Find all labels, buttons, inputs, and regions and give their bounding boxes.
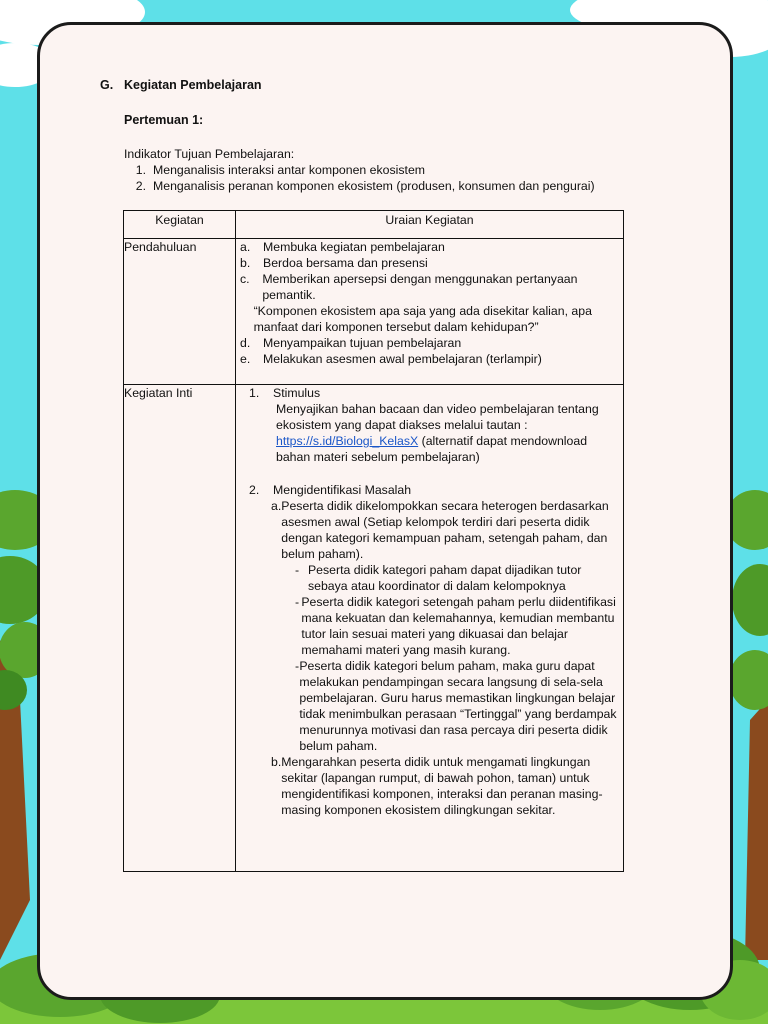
indicator-number: 1. — [135, 163, 146, 177]
stimulus-text — [276, 401, 623, 465]
step-stimulus — [249, 385, 623, 465]
step-number: 1. — [249, 386, 260, 400]
header-kegiatan: Kegiatan — [124, 211, 236, 239]
cell-kegiatan-inti-content — [236, 385, 624, 872]
dash-text: Peserta didik kategori belum paham, maka guru dapat melakukan pendampingan secara langsung di sela-sela pembelajaran. Guru harus memastikan lingkungan belajar tidak menimbulkan perasaan “Tertinggal” yang berdampak menurunnya motivasi dan rasa percaya diri peserta didik belum paham. — [299, 659, 617, 753]
list-item — [271, 498, 623, 562]
step-heading — [249, 385, 623, 401]
item-text: Peserta didik dikelompokkan secara heterogen berdasarkan asesmen awal (Setiap kelompok terdiri dari peserta didik dengan kategori kemampuan paham, setengah paham, dan belum paham). — [281, 499, 609, 561]
indicator-label: Indikator Tujuan Pembelajaran: — [124, 147, 295, 161]
cell-label-kegiatan-inti: Kegiatan Inti — [124, 385, 236, 872]
dash-marker: - — [295, 659, 300, 673]
cell-pendahuluan-content — [236, 239, 624, 385]
step-title: Mengidentifikasi Masalah — [273, 483, 412, 497]
activity-table — [123, 210, 624, 872]
list-item — [236, 239, 623, 255]
cell-label-pendahuluan: Pendahuluan — [124, 239, 236, 385]
item-marker — [236, 303, 254, 335]
dash-marker: - — [295, 595, 300, 609]
header-uraian: Uraian Kegiatan — [236, 211, 624, 239]
section-title: Kegiatan Pembelajaran — [124, 78, 262, 92]
list-item — [236, 335, 623, 351]
table-header-row — [124, 211, 624, 239]
section-letter: G. — [100, 78, 114, 92]
item-text: Memberikan apersepsi dengan menggunakan pertanyaan pemantik. — [262, 272, 578, 302]
item-marker: a. — [271, 499, 282, 513]
pendahuluan-list — [236, 239, 623, 367]
indicator-text: Menganalisis peranan komponen ekosistem (produsen, konsumen dan pengurai) — [153, 179, 595, 193]
table-row-kegiatan-inti — [124, 385, 624, 872]
stimulus-text-before: Menyajikan bahan bacaan dan video pembelajaran tentang ekosistem yang dapat diakses melalui tautan : — [276, 402, 599, 432]
indicator-number: 2. — [135, 179, 146, 193]
list-item — [236, 271, 623, 303]
item-marker: d. — [240, 336, 251, 350]
dash-text: Peserta didik kategori setengah paham perlu diidentifikasi mana kekuatan dan kelemahannya, kemudian membantu tutor lain sesuai materi yang dikuasai dan belajar memahami materi yang masih kurang. — [301, 595, 616, 657]
meeting-heading: Pertemuan 1: — [124, 113, 204, 127]
item-text: Berdoa bersama dan presensi — [263, 256, 428, 270]
item-text: Menyampaikan tujuan pembelajaran — [263, 336, 462, 350]
dash-list — [295, 562, 623, 754]
list-item — [236, 351, 623, 367]
indicator-item — [124, 178, 664, 194]
step-title: Stimulus — [273, 386, 321, 400]
dash-item — [295, 594, 623, 658]
dash-marker: - — [295, 563, 300, 577]
step-heading — [249, 482, 623, 498]
item-text: Membuka kegiatan pembelajaran — [263, 240, 445, 254]
item-text: Mengarahkan peserta didik untuk mengamati lingkungan sekitar (lapangan rumput, di bawah pohon, taman) untuk mengidentifikasi komponen, interaksi dan peranan masing-masing komponen ekosistem dilingkungan sekitar. — [281, 755, 603, 817]
substep-a — [271, 498, 623, 562]
dash-item — [295, 562, 623, 594]
item-marker: c. — [240, 272, 250, 286]
list-item — [236, 303, 623, 335]
indicator-text: Menganalisis interaksi antar komponen ekosistem — [153, 163, 426, 177]
stimulus-text-after: (alternatif dapat mendownload bahan materi sebelum pembelajaran) — [276, 434, 588, 464]
item-marker: b. — [240, 256, 251, 270]
dash-item — [295, 658, 623, 754]
indicator-item — [124, 162, 664, 178]
step-identify-problem — [249, 482, 623, 818]
item-marker: b. — [271, 755, 282, 769]
spacer — [236, 465, 623, 482]
section-heading — [100, 77, 262, 93]
list-item — [271, 754, 623, 818]
table-row-pendahuluan — [124, 239, 624, 385]
indicator-block — [124, 146, 664, 194]
item-text: Melakukan asesmen awal pembelajaran (terlampir) — [263, 352, 542, 366]
item-text: “Komponen ekosistem apa saja yang ada disekitar kalian, apa manfaat dari komponen tersebut dalam kehidupan?” — [253, 304, 592, 334]
item-marker: a. — [240, 240, 251, 254]
substep-b — [271, 754, 623, 818]
material-link[interactable]: https://s.id/Biologi_KelasX — [276, 434, 419, 448]
list-item — [236, 255, 623, 271]
item-marker: e. — [240, 352, 251, 366]
document-card — [37, 22, 733, 1000]
indicator-list — [124, 162, 664, 194]
step-number: 2. — [249, 483, 260, 497]
dash-text: Peserta didik kategori paham dapat dijadikan tutor sebaya atau koordinator di dalam kelompoknya — [307, 563, 582, 593]
